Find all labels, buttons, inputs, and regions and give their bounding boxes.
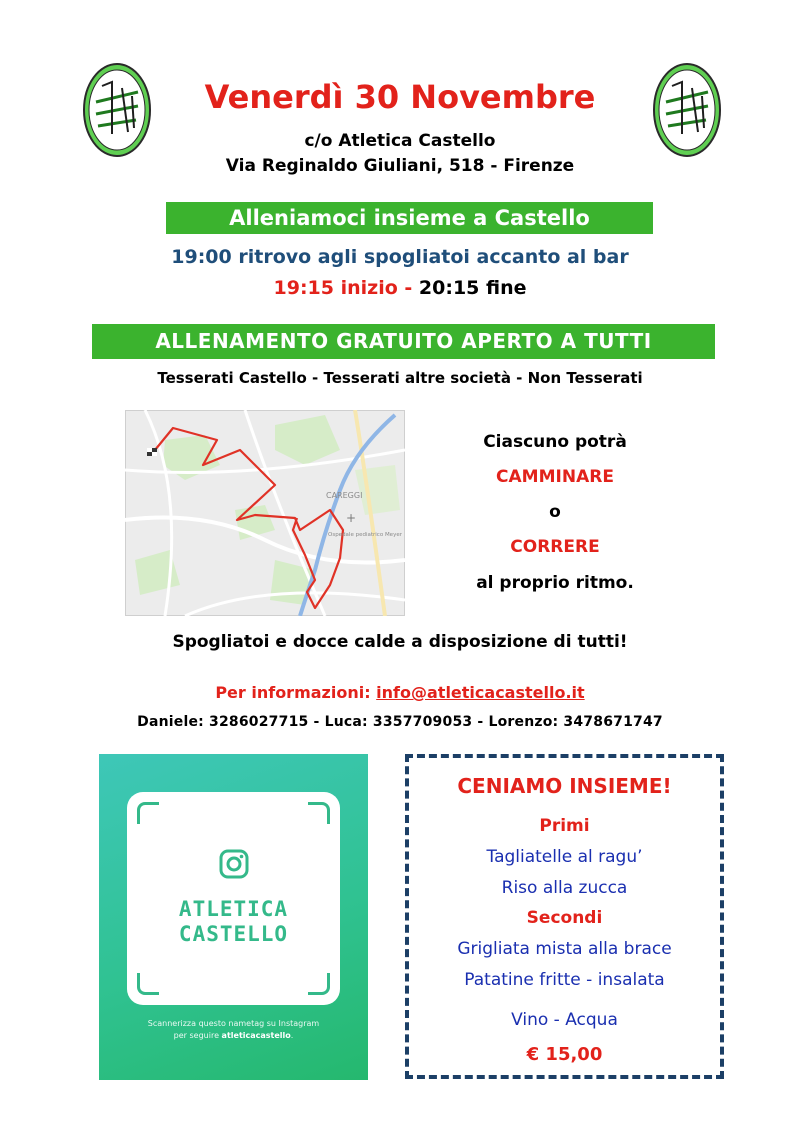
menu-item: Vino - Acqua [511, 1010, 618, 1030]
menu-item: Riso alla zucca [501, 878, 628, 898]
email-link[interactable]: info@atleticacastello.it [376, 683, 585, 702]
participants-line: Tesserati Castello - Tesserati altre società - Non Tesserati [157, 369, 643, 387]
end-time: 20:15 fine [418, 277, 527, 299]
map-area-label: CAREGGI [326, 491, 363, 500]
menu-category-primi: Primi [539, 816, 590, 836]
menu-item: Tagliatelle al ragu’ [486, 847, 643, 867]
start-time: 19:15 inizio [273, 277, 398, 299]
map-poi-label: Ospedale pediatrico Meyer [328, 532, 402, 538]
route-map [125, 410, 405, 616]
phone-contacts: Daniele: 3286027715 - Luca: 3357709053 - Lorenzo: 3478671747 [137, 714, 663, 730]
session-times [0, 277, 800, 299]
activity-walk: CAMMINARE [496, 467, 614, 487]
nametag-card [127, 792, 340, 1005]
together-banner: Alleniamoci insieme a Castello [166, 202, 653, 234]
nametag-caption: Scannerizza questo nametag su Instagram per seguire atleticacastello. [147, 1019, 320, 1040]
dinner-menu [405, 754, 724, 1079]
activity-line-5: al proprio ritmo. [476, 573, 634, 593]
menu-item: Grigliata mista alla brace [457, 939, 672, 959]
menu-item: Patatine fritte - insalata [464, 970, 665, 990]
menu-price: € 15,00 [526, 1044, 603, 1065]
activity-or: o [549, 502, 561, 522]
instagram-icon [219, 849, 249, 879]
venue-name: c/o Atletica Castello [304, 131, 496, 151]
svg-text:+: + [346, 511, 357, 525]
free-training-banner: ALLENAMENTO GRATUITO APERTO A TUTTI [92, 324, 715, 359]
nametag-username: ATLETICA CASTELLO [178, 897, 289, 946]
time-separator: - [397, 277, 419, 299]
activity-run: CORRERE [510, 537, 600, 557]
info-line [0, 683, 800, 702]
meeting-time: 19:00 ritrovo agli spogliatoi accanto al bar [171, 246, 629, 268]
instagram-nametag [99, 754, 368, 1080]
activity-line-1: Ciascuno potrà [483, 432, 627, 452]
venue-address: Via Reginaldo Giuliani, 518 - Firenze [225, 156, 575, 176]
event-date-title: Venerdì 30 Novembre [204, 78, 596, 116]
info-label: Per informazioni: [215, 683, 377, 702]
menu-category-secondi: Secondi [526, 908, 603, 928]
menu-title: CENIAMO INSIEME! [457, 774, 672, 798]
showers-note: Spogliatoi e docce calde a disposizione di tutti! [172, 632, 628, 652]
